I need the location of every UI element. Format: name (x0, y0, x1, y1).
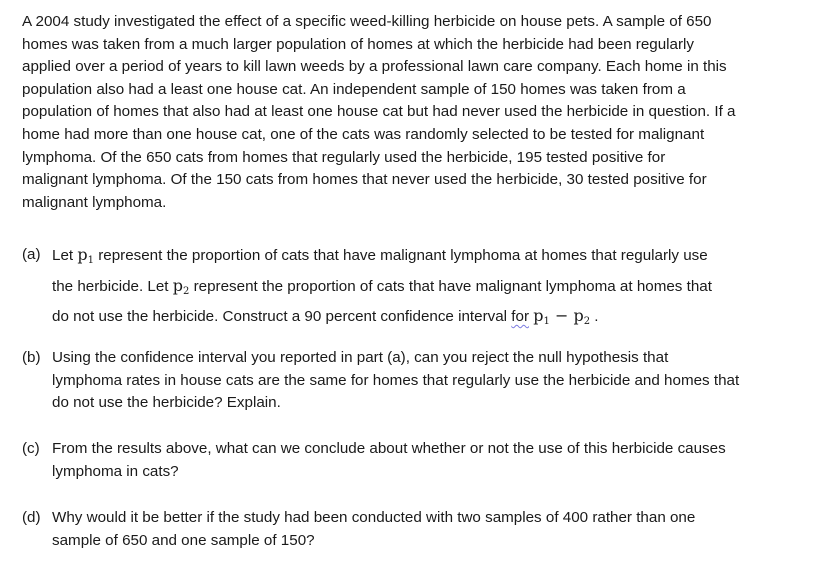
intro-line: population of homes that also had at least one house cat but had never used the herbicide in question. If a (22, 103, 736, 121)
text-run: represent the proportion of cats that have malignant lymphoma at homes that regularly use (93, 247, 708, 264)
question-a-line (52, 301, 812, 332)
math-symbol: p (172, 275, 183, 295)
question-a-line (52, 240, 812, 271)
intro-line: lymphoma. Of the 650 cats from homes that regularly used the herbicide, 195 tested positive for (22, 148, 666, 166)
intro-line: applied over a period of years to kill lawn weeds by a professional lawn care company. Each home in this (22, 58, 727, 76)
intro-line: malignant lymphoma. Of the 150 cats from homes that never used the herbicide, 30 tested positive for (22, 171, 707, 189)
math-symbol: p (533, 306, 544, 325)
question-d-body (52, 507, 812, 552)
math-subscript: 1 (543, 316, 550, 327)
question-a-label: (a) (22, 246, 41, 263)
question-c-line: lymphoma in cats? (52, 462, 179, 480)
question-a-line (52, 271, 812, 302)
intro-line: home had more than one house cat, one of the cats was randomly selected to be tested for malignant (22, 125, 705, 143)
question-c-line: From the results above, what can we conclude about whether or not the use of this herbicide causes (52, 440, 726, 457)
spellcheck-underline (511, 308, 529, 325)
question-d-line: Why would it be better if the study had been conducted with two samples of 400 rather than one (52, 509, 696, 526)
question-c-label: (c) (22, 440, 40, 457)
intro-paragraph (22, 11, 808, 214)
question-b-line: Using the confidence interval you reported in part (a), can you reject the null hypothesis that (52, 349, 669, 366)
text-run: Let (52, 247, 78, 264)
question-b-body (52, 347, 812, 415)
math-subscript: 2 (183, 285, 190, 297)
intro-line: population also had a least one house cat. An independent sample of 150 homes was taken from a (22, 80, 686, 98)
question-b-line: lymphoma rates in house cats are the same for homes that regularly use the herbicide and homes that (52, 371, 740, 389)
math-symbol: p (573, 306, 584, 325)
intro-line: A 2004 study investigated the effect of a specific weed-killing herbicide on house pets. A sample of 650 (22, 13, 712, 30)
question-d-line: sample of 650 and one sample of 150? (52, 531, 315, 549)
text-run: for (511, 308, 530, 325)
math-p2 (173, 276, 190, 295)
math-subscript: 2 (583, 316, 591, 327)
text-run: . (590, 308, 599, 325)
question-b-line: do not use the herbicide? Explain. (52, 394, 281, 412)
math-p1 (77, 245, 94, 264)
question-c-body (52, 438, 812, 483)
question-d-label: (d) (22, 509, 41, 526)
math-expression (533, 306, 590, 325)
math-symbol: p (77, 245, 88, 264)
text-run: do not use the herbicide. Construct a 90 percent confidence interval (52, 308, 512, 325)
intro-line: homes was taken from a much larger population of homes at which the herbicide had been regularly (22, 35, 695, 53)
text-run: represent the proportion of cats that have malignant lymphoma at homes that (189, 277, 712, 295)
question-a-body (52, 240, 812, 332)
text-run: the herbicide. Let (52, 277, 173, 295)
math-operator: − (549, 306, 574, 325)
math-subscript: 1 (87, 255, 94, 266)
intro-line: malignant lymphoma. (22, 193, 167, 211)
question-b-label: (b) (22, 349, 41, 366)
